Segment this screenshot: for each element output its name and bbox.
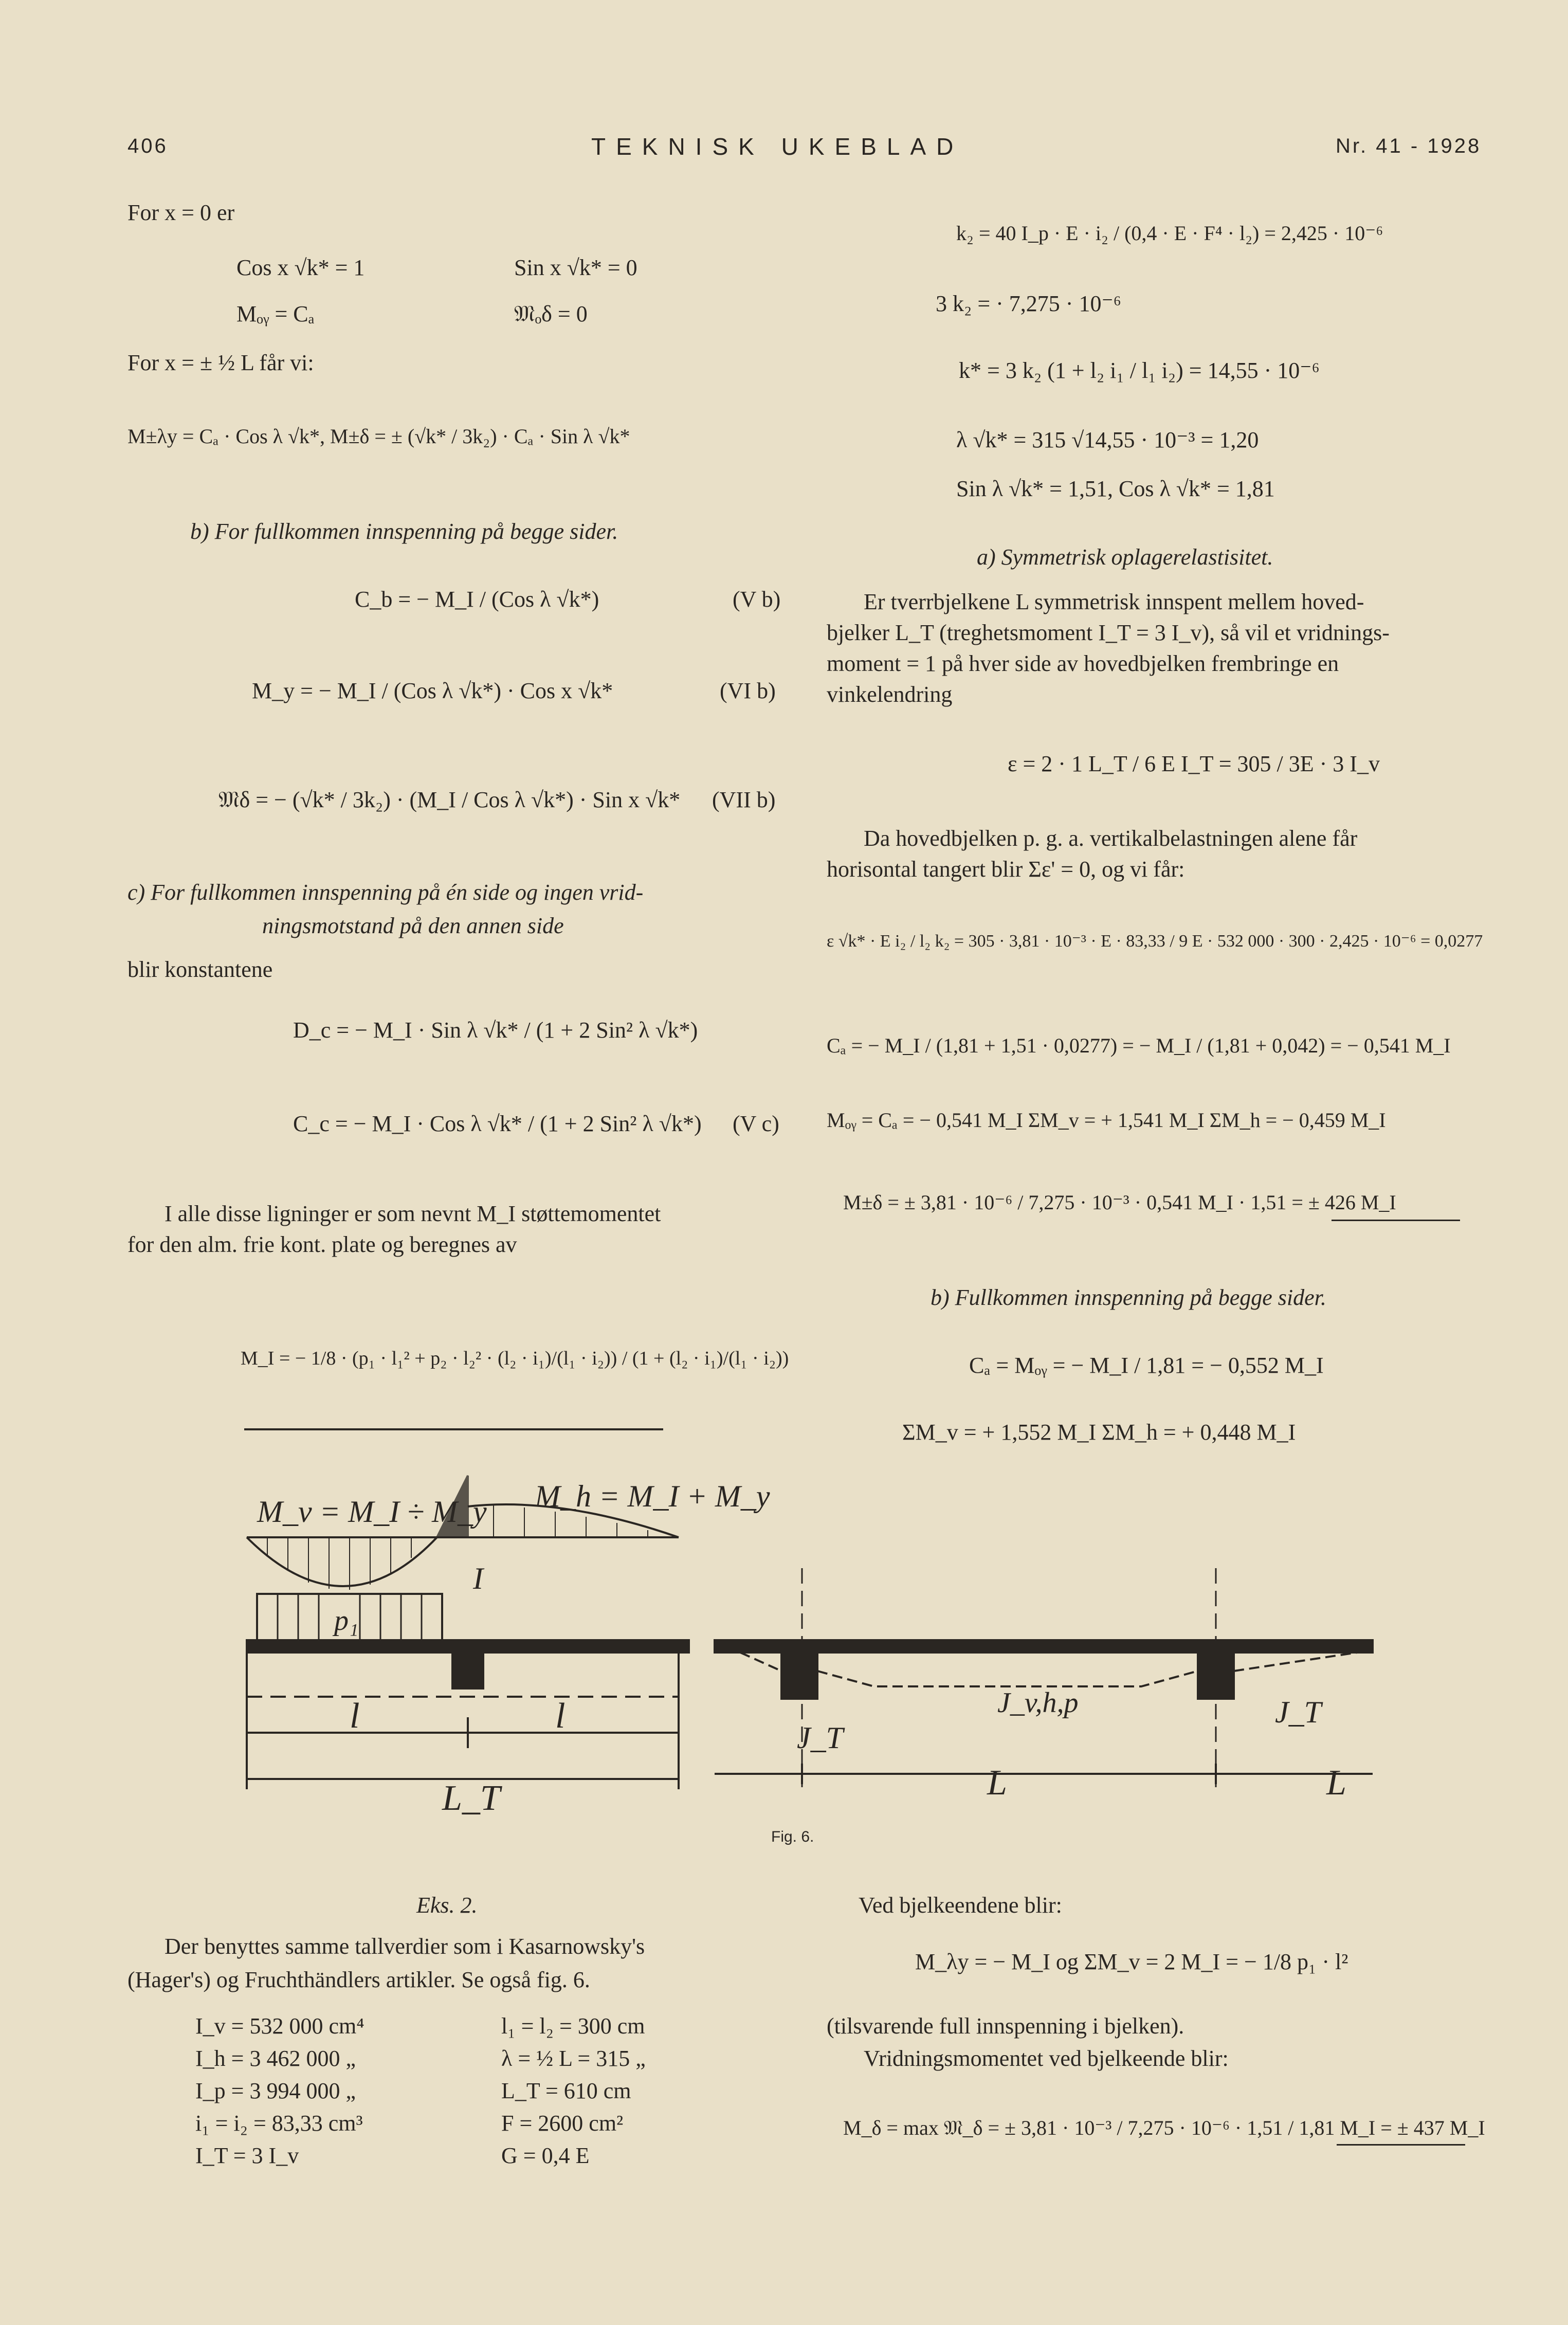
para-a-line3: moment = 1 på hver side av hovedbjelken frembringe en bbox=[827, 651, 1339, 676]
eq-sincos: Sin λ √k* = 1,51, Cos λ √k* = 1,81 bbox=[956, 476, 1275, 501]
eq-mod: 𝔐ₒδ = 0 bbox=[514, 301, 588, 326]
eq-sin: Sin x √k* = 0 bbox=[514, 255, 637, 280]
eq-my: M_y = − M_I / (Cos λ √k*) · Cos x √k* bbox=[252, 678, 613, 703]
eq-mlambda: M±λy = Cₐ · Cos λ √k*, M±δ = ± (√k* / 3k₂) · Cₐ · Sin λ √k* bbox=[127, 425, 630, 448]
fig-label-l-right: l bbox=[555, 1696, 566, 1736]
journal-title: TEKNISK UKEBLAD bbox=[591, 133, 964, 160]
eq-3k2: 3 k₂ = · 7,275 · 10⁻⁶ bbox=[936, 291, 1122, 316]
eq-md: 𝔐δ = − (√k* / 3k₂) · (M_I / Cos λ √k*) · Sin x √k* bbox=[218, 787, 681, 812]
example-title: Eks. 2. bbox=[416, 1893, 478, 1918]
fig-label-jvhp: J_v,h,p bbox=[997, 1687, 1079, 1719]
table-cell: i₁ = i₂ = 83,33 cm³ bbox=[195, 2111, 363, 2136]
eq-cos: Cos x √k* = 1 bbox=[236, 255, 365, 280]
fig-label-jt-left: J_T bbox=[797, 1721, 843, 1755]
table-cell: I_p = 3 994 000 „ bbox=[195, 2078, 356, 2103]
fig-label-i: I bbox=[473, 1561, 483, 1595]
para-a-line1: Er tverrbjelkene L symmetrisk innspent mellem hoved- bbox=[864, 589, 1364, 614]
eq-cmoy: Cₐ = Mₒᵧ = − M_I / 1,81 = − 0,552 M_I bbox=[969, 1353, 1324, 1378]
table-cell: I_h = 3 462 000 „ bbox=[195, 2046, 356, 2071]
section-b-heading: b) For fullkommen innspenning på begge sider. bbox=[190, 519, 618, 544]
table-cell: I_T = 3 I_v bbox=[195, 2143, 299, 2168]
para-b-line1: Da hovedbjelken p. g. a. vertikalbelastningen alene får bbox=[864, 826, 1358, 851]
fig-label-l-edge: L bbox=[1326, 1763, 1346, 1803]
para1-line1: I alle disse ligninger er som nevnt M_I støttemomentet bbox=[165, 1201, 661, 1226]
para-a-line2: bjelker L_T (treghetsmoment I_T = 3 I_v), så vil et vridnings- bbox=[827, 620, 1390, 645]
eq-sums2: ΣM_v = + 1,552 M_I ΣM_h = + 0,448 M_I bbox=[902, 1420, 1296, 1445]
fig-label-mh: M_h = M_I + M_y bbox=[535, 1479, 770, 1513]
result-underline-1 bbox=[1332, 1220, 1460, 1221]
intro-xhalf: For x = ± ½ L får vi: bbox=[127, 350, 314, 375]
fig-label-l-span: L bbox=[987, 1763, 1007, 1803]
eq-mly: M_λy = − M_I og ΣM_v = 2 M_I = − 1/8 p₁ · l² bbox=[915, 1949, 1348, 1974]
torsion-intro: Vridningsmomentet ved bjelkeende blir: bbox=[864, 2046, 1229, 2071]
section-c-heading-2: ningsmotstand på den annen side bbox=[262, 913, 564, 938]
section-a-heading: a) Symmetrisk oplagerelastisitet. bbox=[977, 544, 1273, 570]
section-c-text: blir konstantene bbox=[127, 957, 273, 982]
page-number: 406 bbox=[127, 135, 168, 157]
eq-dc: D_c = − M_I · Sin λ √k* / (1 + 2 Sin² λ √k*) bbox=[293, 1018, 698, 1043]
table-cell: L_T = 610 cm bbox=[501, 2078, 631, 2103]
eq-md-number: (VII b) bbox=[712, 787, 776, 812]
table-cell: λ = ½ L = 315 „ bbox=[501, 2046, 646, 2071]
para-a-line4: vinkelendring bbox=[827, 682, 953, 707]
eq-ca: Cₐ = − M_I / (1,81 + 1,51 · 0,0277) = − M_I / (1,81 + 0,042) = − 0,541 M_I bbox=[827, 1034, 1451, 1057]
example-para-line2: (Hager's) og Fruchthändlers artikler. Se også fig. 6. bbox=[127, 1967, 590, 1992]
eq-epsilon: ε = 2 · 1 L_T / 6 E I_T = 305 / 3E · 3 I_v bbox=[1008, 751, 1380, 776]
figure-6 bbox=[226, 1465, 1403, 1825]
fig-label-l-left: l bbox=[350, 1696, 360, 1736]
eq-cc-number: (V c) bbox=[733, 1111, 779, 1136]
para1-line2: for den alm. frie kont. plate og beregnes av bbox=[127, 1232, 517, 1257]
eq-k2: k₂ = 40 I_p · E · i₂ / (0,4 · E · F⁴ · l₂) = 2,425 · 10⁻⁶ bbox=[956, 222, 1383, 245]
eq-mpm: M±δ = ± 3,81 · 10⁻⁶ / 7,275 · 10⁻³ · 0,541 M_I · 1,51 = ± 426 M_I bbox=[843, 1191, 1396, 1214]
fig-label-jt-right: J_T bbox=[1275, 1695, 1321, 1729]
eq-mi: M_I = − 1/8 · (p₁ · l₁² + p₂ · l₂² · (l₂ · i₁)/(l₁ · i₂)) / (1 + (l₂ · i₁)/(l₁ · i₂)) bbox=[241, 1348, 789, 1369]
intro-x0: For x = 0 er bbox=[127, 200, 235, 225]
fig-label-lt: L_T bbox=[442, 1778, 500, 1818]
result-underline-2 bbox=[1337, 2144, 1465, 2146]
section-b2-heading: b) Fullkommen innspenning på begge sider. bbox=[931, 1285, 1326, 1310]
example-para-line1: Der benyttes samme tallverdier som i Kasarnowsky's bbox=[165, 1934, 645, 1959]
table-cell: l₁ = l₂ = 300 cm bbox=[501, 2013, 645, 2039]
eq-cb: C_b = − M_I / (Cos λ √k*) bbox=[355, 587, 599, 612]
table-cell: I_v = 532 000 cm⁴ bbox=[195, 2013, 364, 2039]
para-b-line2: horisontal tangert blir Σε' = 0, og vi får: bbox=[827, 857, 1185, 882]
eq-sums: Mₒᵧ = Cₐ = − 0,541 M_I ΣM_v = + 1,541 M_I ΣM_h = − 0,459 M_I bbox=[827, 1109, 1386, 1132]
eq-moy: Mₒᵧ = Cₐ bbox=[236, 301, 315, 326]
eq-cc: C_c = − M_I · Cos λ √k* / (1 + 2 Sin² λ √k*) bbox=[293, 1111, 702, 1136]
eq-ratio: ε √k* · E i₂ / l₂ k₂ = 305 · 3,81 · 10⁻³ · E · 83,33 / 9 E · 532 000 · 300 · 2,425 · 10⁻⁶ = 0,0277 bbox=[827, 932, 1483, 951]
eq-my-number: (VI b) bbox=[720, 678, 776, 703]
section-c-heading-1: c) For fullkommen innspenning på én side og ingen vrid- bbox=[127, 880, 644, 905]
table-cell: F = 2600 cm² bbox=[501, 2111, 624, 2136]
eq-lambda: λ √k* = 315 √14,55 · 10⁻³ = 1,20 bbox=[956, 427, 1259, 452]
table-cell: G = 0,4 E bbox=[501, 2143, 590, 2168]
eq-kstar: k* = 3 k₂ (1 + l₂ i₁ / l₁ i₂) = 14,55 · 10⁻⁶ bbox=[959, 358, 1320, 383]
eq-mdmax: M_δ = max 𝔐_δ = ± 3,81 · 10⁻³ / 7,275 · 10⁻⁶ · 1,51 / 1,81 M_I = ± 437 M_I bbox=[843, 2116, 1485, 2139]
eq-cb-number: (V b) bbox=[733, 587, 781, 612]
ends-intro: Ved bjelkeendene blir: bbox=[859, 1893, 1062, 1918]
issue-number: Nr. 41 - 1928 bbox=[1336, 135, 1482, 157]
fig-label-mv: M_v = M_I ÷ M_y bbox=[257, 1495, 487, 1529]
left-column-end-rule bbox=[244, 1428, 663, 1430]
figure-caption: Fig. 6. bbox=[771, 1828, 814, 1845]
ends-note: (tilsvarende full innspenning i bjelken). bbox=[827, 2013, 1184, 2039]
fig-label-p1: p₁ bbox=[334, 1605, 359, 1637]
